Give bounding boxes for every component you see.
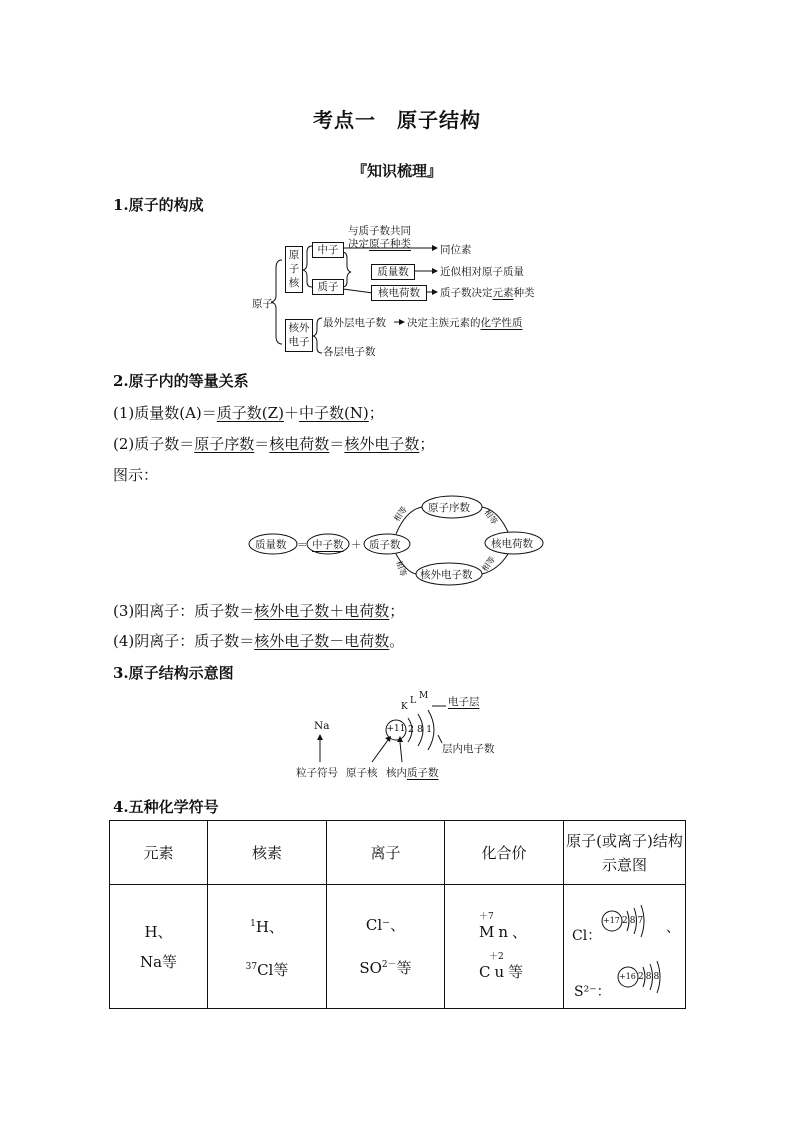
outermost-note: 决定主族元素的化学性质 [407, 317, 523, 329]
atom-label: 原子 [252, 298, 273, 310]
section-1-heading: 1.原子的构成 [113, 196, 204, 214]
diagram-neutron-number: 中子数 [312, 539, 344, 551]
nucleus-box: 原子核 [285, 246, 303, 293]
header-valence: 化合价 [445, 821, 564, 885]
diagram-electron-count: 核外电子数 [420, 569, 473, 581]
note-atom-kind: 决定原子种类 [348, 238, 411, 250]
section-4-heading: 4.五种化学符号 [113, 798, 219, 816]
section-2-heading: 2.原子内的等量关系 [113, 372, 249, 390]
section-3-heading: 3.原子结构示意图 [113, 664, 234, 682]
diagram-nuclear-charge: 核电荷数 [491, 538, 533, 550]
nuclear-proton-label: 核内质子数 [386, 767, 439, 779]
neutron-box: 中子 [312, 242, 344, 258]
equal-label-1: 相等 [392, 504, 409, 524]
isotope-label: 同位素 [440, 244, 472, 256]
shell-m: M [419, 691, 429, 701]
atomic-structure-diagram [292, 690, 512, 786]
chemical-symbols-table [109, 820, 686, 1009]
particle-symbol-label: 粒子符号 [296, 767, 338, 779]
cell-ions: Cl⁻、 $SO^{2-}$等 [327, 885, 445, 1009]
mass-note: 近似相对原子质量 [440, 266, 524, 278]
equal-label-3: 相等 [394, 559, 409, 578]
mass-number-box: 质量数 [371, 264, 415, 280]
cell-structure-diagrams: Cl： +17 287 、 S²⁻： +16 288 [564, 885, 686, 1009]
equality-diagram [246, 492, 556, 586]
nucleus-charge: +11 [386, 724, 406, 734]
shell-k: K [401, 702, 408, 712]
header-ion: 离子 [327, 821, 445, 885]
diagram-atomic-number: 原子序数 [428, 502, 470, 514]
atom-structure-diagram [240, 218, 580, 363]
shell-l: L [410, 696, 416, 706]
equal-label-4: 相等 [480, 554, 497, 574]
diagram-proton-number: 质子数 [369, 539, 401, 551]
nuclear-charge-box: 核电荷数 [371, 285, 427, 301]
sodium-symbol: Na [314, 720, 330, 732]
shell-label: 电子层 [448, 696, 480, 708]
proton-number-relation: (2)质子数＝原子序数＝核电荷数＝核外电子数； [113, 435, 435, 453]
proton-box: 质子 [312, 279, 344, 295]
outermost-electrons: 最外层电子数 [323, 317, 386, 329]
layer-electrons: 各层电子数 [323, 346, 376, 358]
cation-relation: (3)阳离子：质子数＝核外电子数＋电荷数； [113, 602, 405, 620]
page-title: 考点一 原子结构 [313, 108, 481, 132]
shell-electrons: 281 [408, 724, 436, 735]
cell-nuclides: $^1$H、 $^{37}$Cl等 [208, 885, 327, 1009]
figure-label: 图示： [113, 466, 159, 484]
table-row [110, 885, 686, 1009]
mass-number-relation: (1)质量数(A)＝质子数(Z)＋中子数(N)； [113, 404, 384, 422]
equal-label-2: 相等 [482, 507, 499, 527]
nucleus-label: 原子核 [346, 767, 378, 779]
diagram-mass-number: 质量数 [255, 539, 287, 551]
header-structure-diagram: 原子(或离子)结构示意图 [564, 821, 686, 885]
diagram-equals: ＝ [297, 539, 308, 551]
cell-valences: ＋7 Mn、 ＋2 Cu等 [445, 885, 564, 1009]
charge-note: 质子数决定元素种类 [440, 287, 535, 299]
section-subtitle: 『知识梳理』 [351, 162, 442, 180]
cell-elements: H、 Na等 [110, 885, 208, 1009]
note-with-protons: 与质子数共同 [348, 225, 411, 237]
anion-relation: (4)阴离子：质子数＝核外电子数－电荷数。 [113, 632, 405, 650]
header-element: 元素 [110, 821, 208, 885]
header-nuclide: 核素 [208, 821, 327, 885]
diagram-plus: ＋ [351, 539, 362, 551]
outer-electrons-box: 核外电子 [285, 319, 313, 352]
shell-electron-count-label: 层内电子数 [442, 743, 495, 755]
table-header-row [110, 821, 686, 885]
